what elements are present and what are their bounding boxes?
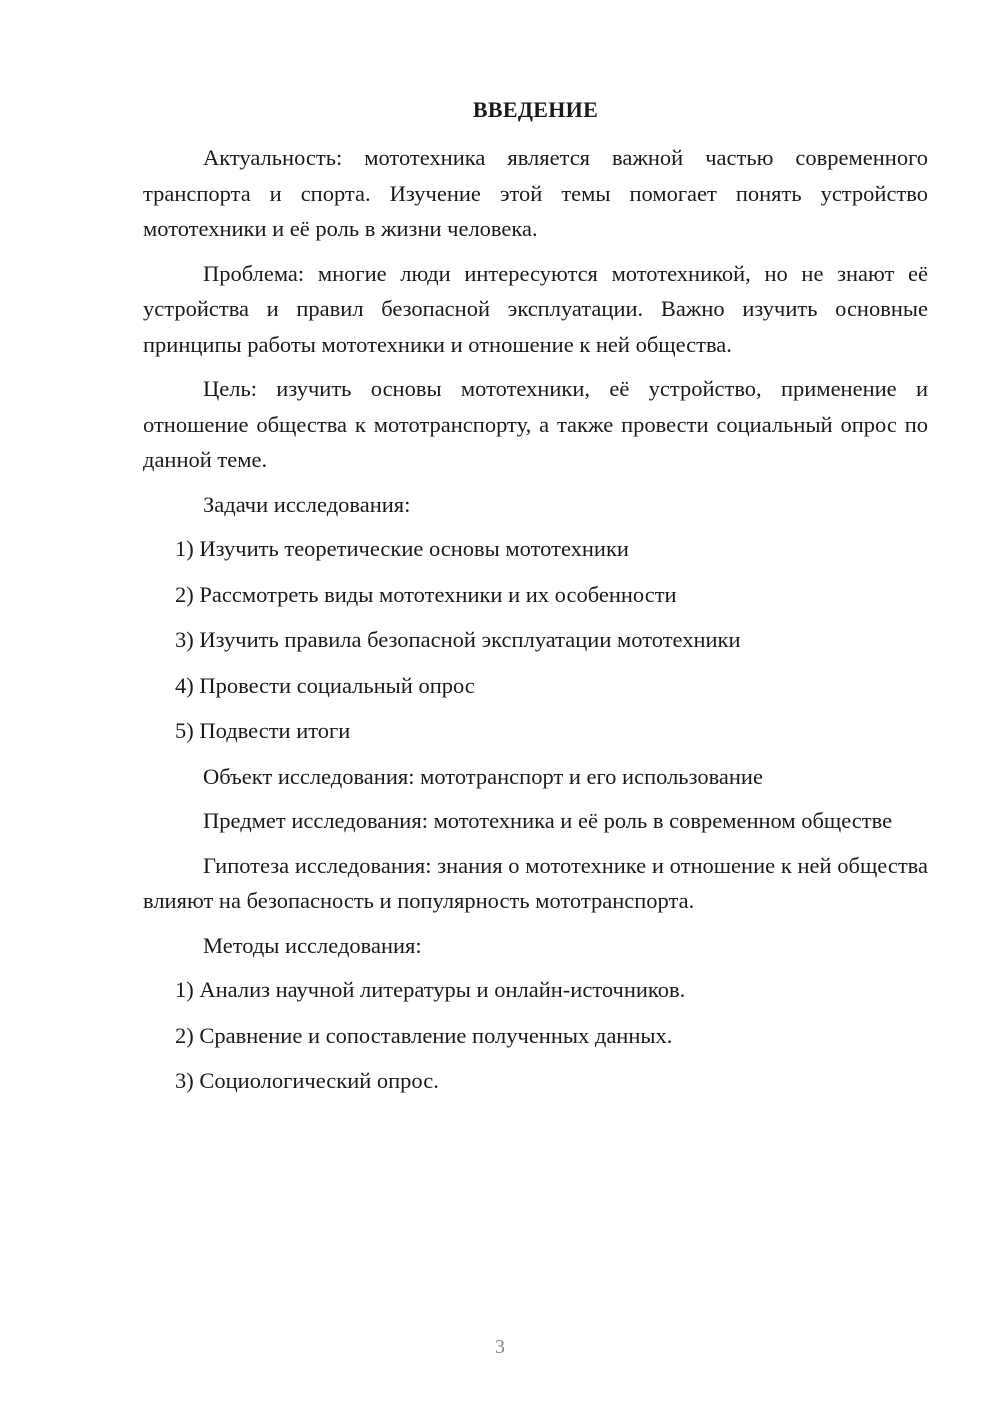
list-item: 3) Изучить правила безопасной эксплуатации мототехники [175,627,741,652]
document-body [143,140,928,1109]
goal-paragraph: Цель: изучить основы мототехники, её устройство, применение и отношение общества к мототранспорту, а также провести социальный опрос по данной теме. [143,376,928,472]
methods-heading: Методы исследования: [203,932,422,958]
list-item: 5) Подвести итоги [175,718,351,743]
tasks-list [143,531,928,749]
list-item: 3) Социологический опрос. [175,1068,439,1093]
page-number: 3 [495,1336,505,1358]
methods-list [143,972,928,1099]
tasks-heading: Задачи исследования: [203,491,411,517]
list-item: 4) Провести социальный опрос [175,672,475,698]
page-title: ВВЕДЕНИЕ [472,97,599,122]
list-item: 1) Изучить теоретические основы мототехники [175,536,629,561]
problem-paragraph: Проблема: многие люди интересуются мототехникой, но не знают её устройства и правил безопасной эксплуатации. Важно изучить основные принципы работы мототехники и отношение к ней общества. [143,260,928,357]
hypothesis-paragraph: Гипотеза исследования: знания о мототехнике и отношение к ней общества влияют на безопасность и популярность мототранспорта. [143,852,928,913]
list-item: 1) Анализ научной литературы и онлайн-источников. [175,977,686,1002]
object-paragraph: Объект исследования: мототранспорт и его использование [203,763,763,789]
relevance-paragraph: Актуальность: мототехника является важной частью современного транспорта и спорта. Изучение этой темы помогает понять устройство мототехники и её роль в жизни человека. [143,145,928,241]
subject-paragraph: Предмет исследования: мототехника и её роль в современном обществе [203,808,893,833]
list-item: 2) Рассмотреть виды мототехники и их особенности [175,581,677,607]
list-item: 2) Сравнение и сопоставление полученных данных. [175,1022,673,1048]
